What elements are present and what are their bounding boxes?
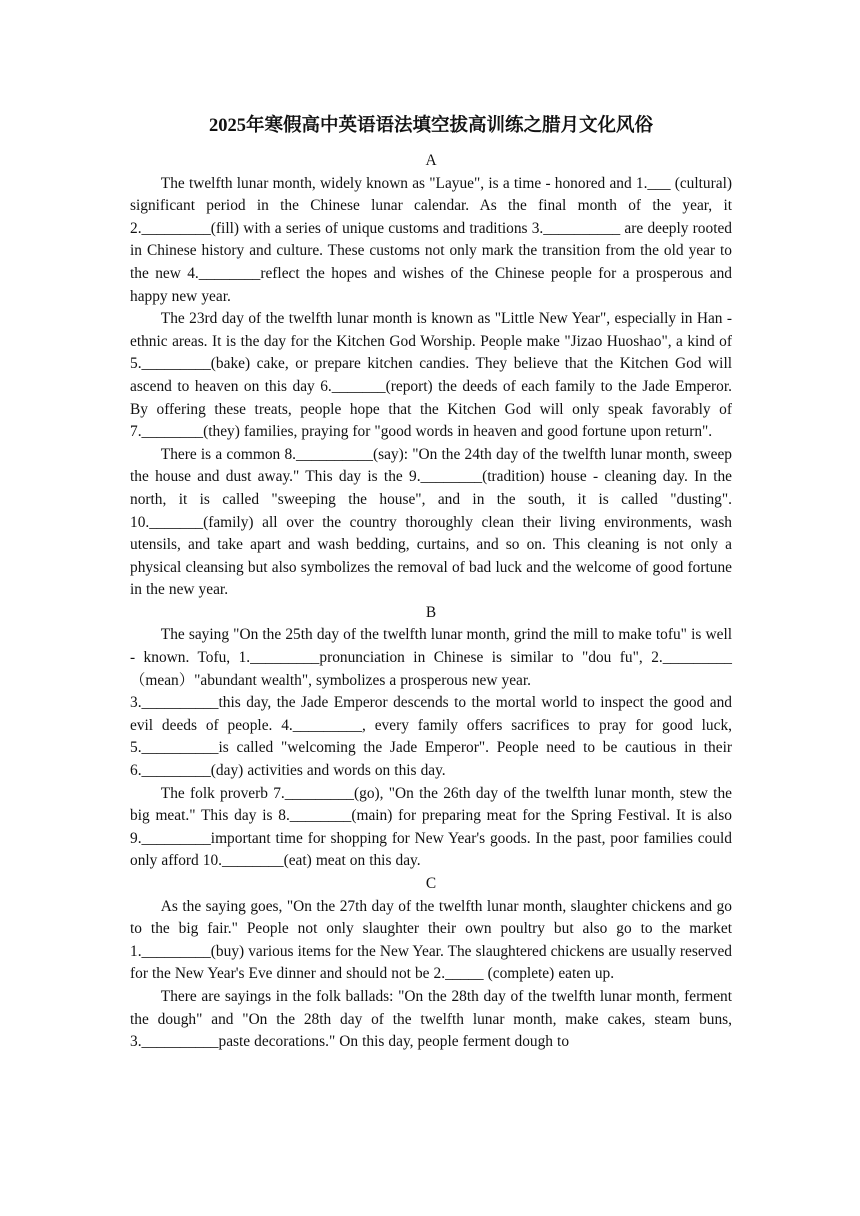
section-label-c: C	[425, 875, 437, 892]
paragraph: There is a common 8.__________(say): "On the 24th day of the twelfth lunar month, sweep the house and dust away." This day is the 9.________(tradition) house - cleaning day. In the north, it is called "sweeping the house", and in the south, it is called "dusting". 10._______(family) all over the country thoroughly clean their living environments, wash utensils, and take apart and wash bedding, curtains, and so on. This cleaning is not only a physical cleansing but also symbolizes the removal of bad luck and the welcome of good fortune in the new year.	[130, 445, 732, 599]
paragraph: The twelfth lunar month, widely known as "Layue", is a time - honored and 1.___ (cultural) significant period in the Chinese lunar calendar. As the final month of the year, it 2._________(fill) with a series of unique customs and traditions 3.__________ are deeply rooted in Chinese history and culture. These customs not only mark the transition from the old year to the new 4.________reflect the hopes and wishes of the Chinese people for a prosperous and happy new year.	[130, 174, 732, 305]
section-a	[130, 150, 732, 602]
paragraph: There are sayings in the folk ballads: "On the 28th day of the twelfth lunar month, ferment the dough" and "On the 28th day of the twelfth lunar month, make cakes, steam buns, 3.__________paste decorations." On this day, people ferment dough to	[130, 987, 732, 1051]
section-label-a: A	[425, 152, 437, 169]
paragraph: 3.__________this day, the Jade Emperor descends to the mortal world to inspect the good and evil deeds of people. 4._________, every family offers sacrifices to pray for good luck, 5.__________is called "welcoming the Jade Emperor". People need to be cautious in their 6._________(day) activities and words on this day.	[130, 694, 732, 780]
paragraph: The 23rd day of the twelfth lunar month is known as "Little New Year", especially in Han - ethnic areas. It is the day for the Kitchen God Worship. People make "Jizao Huoshao", a kind of 5._________(bake) cake, or prepare kitchen candies. They believe that the Kitchen God will ascend to heaven on this day 6._______(report) the deeds of each family to the Jade Emperor. By offering these treats, people hope that the Kitchen God will only speak favorably of 7.________(they) families, praying for "good words in heaven and good fortune upon return".	[130, 310, 732, 441]
paragraph: As the saying goes, "On the 27th day of the twelfth lunar month, slaughter chickens and go to the big fair." People not only slaughter their own poultry but also go to the market 1._________(buy) various items for the New Year. The slaughtered chickens are usually reserved for the New Year's Eve dinner and should not be 2._____ (complete) eaten up.	[130, 897, 732, 983]
document-page	[130, 112, 732, 1054]
document-title: 2025年寒假高中英语语法填空拔高训练之腊月文化风俗	[208, 116, 653, 136]
section-label-b: B	[425, 603, 437, 621]
paragraph: The folk proverb 7._________(go), "On the 26th day of the twelfth lunar month, stew the big meat." This day is 8.________(main) for preparing meat for the Spring Festival. It is also 9._________important time for shopping for New Year's goods. In the past, poor families could only afford 10.________(eat) meat on this day.	[130, 784, 732, 870]
section-c	[130, 873, 732, 1054]
paragraph: The saying "On the 25th day of the twelfth lunar month, grind the mill to make tofu" is well - known. Tofu, 1._________pronunciation in Chinese is similar to "dou fu", 2._________（mean）"abundant wealth", symbolizes a prosperous new year.	[130, 626, 732, 689]
section-b	[130, 602, 732, 873]
